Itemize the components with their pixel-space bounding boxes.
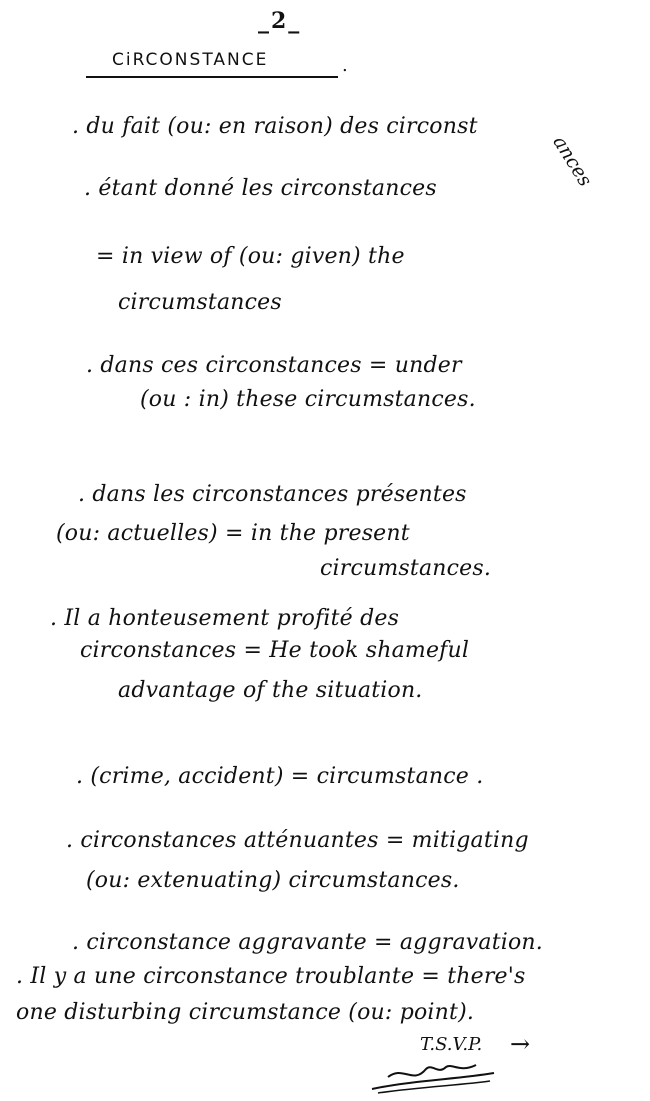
entry-line-4: circumstances (118, 290, 282, 315)
entry-line-1-tail: ances (548, 132, 597, 191)
please-turn-over-note: T.S.V.P. (420, 1034, 483, 1055)
entry-line-15: (ou: extenuating) circumstances. (86, 868, 460, 893)
entry-line-6: (ou : in) these circumstances. (140, 387, 476, 412)
heading-underline (86, 76, 338, 78)
signature-icon (368, 1055, 498, 1095)
entry-line-12: advantage of the situation. (118, 678, 423, 703)
entry-line-5: . dans ces circonstances = under (86, 353, 462, 378)
entry-line-7: . dans les circonstances présentes (78, 482, 467, 507)
entry-line-18: one disturbing circumstance (ou: point). (16, 1000, 475, 1025)
entry-line-1: . du fait (ou: en raison) des circonst (72, 114, 478, 139)
entry-line-3: = in view of (ou: given) the (96, 244, 405, 269)
entry-line-11: circonstances = He took shameful (80, 638, 470, 663)
entry-line-9: circumstances. (320, 556, 492, 581)
entry-line-8: (ou: actuelles) = in the present (56, 521, 410, 546)
entry-line-13: . (crime, accident) = circumstance . (76, 764, 484, 789)
heading-period: . (342, 55, 348, 76)
entry-line-14: . circonstances atténuantes = mitigating (66, 828, 529, 853)
arrow-right-icon: → (510, 1030, 531, 1058)
page-heading: CiRCONSTANCE (112, 50, 269, 70)
entry-line-2: . étant donné les circonstances (84, 176, 437, 201)
page-number: _2_ (258, 8, 302, 34)
entry-line-17: . Il y a une circonstance troublante = there's (16, 964, 526, 989)
entry-line-16: . circonstance aggravante = aggravation. (72, 930, 543, 955)
entry-line-10: . Il a honteusement profité des (50, 606, 400, 631)
